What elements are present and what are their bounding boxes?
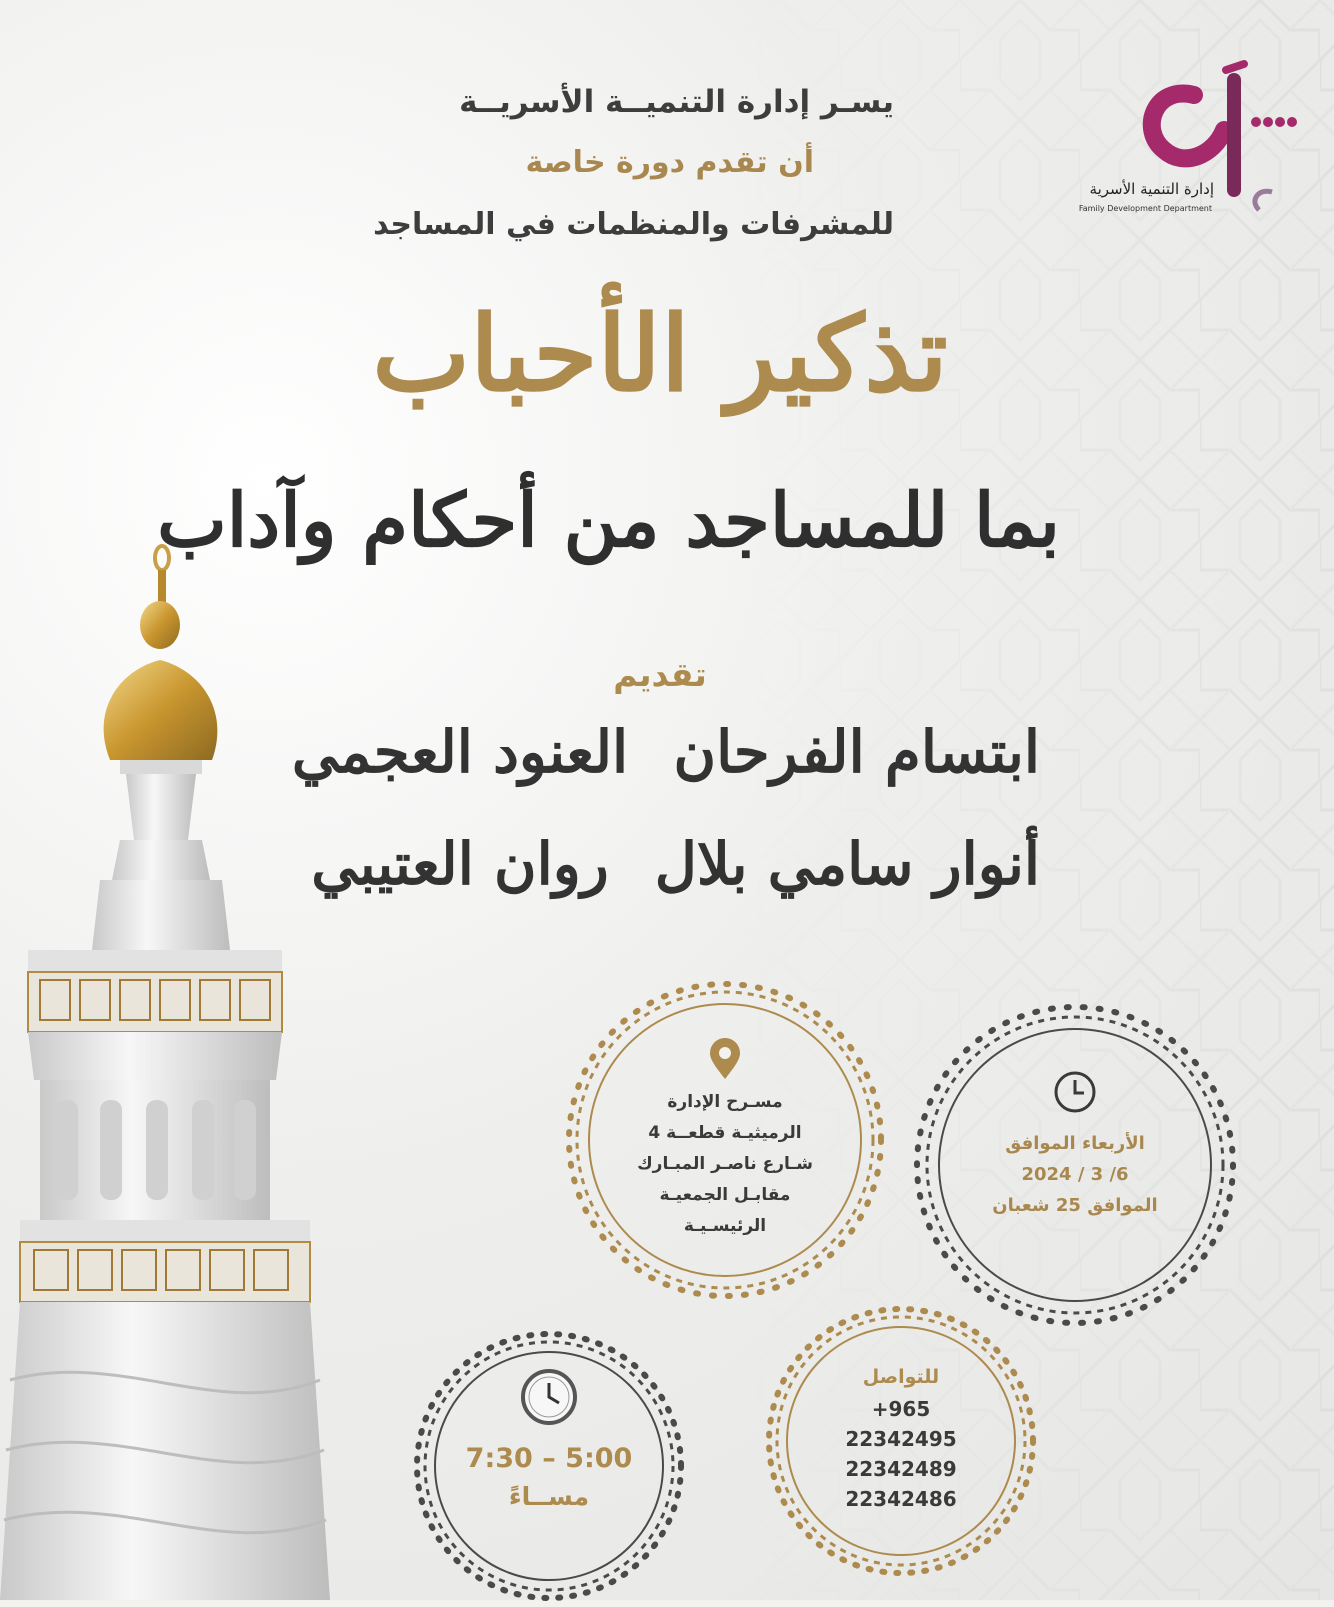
phone-number: 22342495 <box>845 1427 957 1451</box>
time-badge <box>408 1325 690 1607</box>
course-subtitle: بما للمساجد من أحكام وآداب <box>157 478 1060 564</box>
date-gregorian: 6/ 3 / 2024 <box>1021 1164 1129 1185</box>
presenter-name: أنوار سامي بلال <box>654 830 1040 898</box>
presented-by-label: تقديم <box>613 655 707 694</box>
phone-number: 22342486 <box>845 1487 957 1511</box>
logo-subtitle-english: Family Development Department <box>1078 204 1212 213</box>
time-range: 5:00 – 7:30 <box>465 1443 633 1474</box>
phone-number: 22342489 <box>845 1457 957 1481</box>
date-day: الأربعاء الموافق <box>1005 1133 1145 1154</box>
family-development-logo <box>1044 60 1304 240</box>
venue-line: مسـرح الإدارة <box>667 1092 783 1112</box>
minaret-illustration <box>0 520 360 1600</box>
logo-subtitle-arabic: إدارة التنمية الأسرية <box>1089 180 1214 198</box>
intro-line-1: يسـر إدارة التنميــة الأسريــة <box>459 84 894 120</box>
venue-line: مقابـل الجمعيـة <box>659 1185 791 1205</box>
intro-line-2: أن تقدم دورة خاصة <box>525 145 814 180</box>
date-hijri: الموافق 25 شعبان <box>992 1195 1158 1216</box>
time-period: مســاءً <box>508 1482 590 1511</box>
wall-clock-icon <box>519 1367 579 1431</box>
venue-line: شـارع ناصـر المبـارك <box>637 1154 813 1174</box>
presenter-name: ابتسام الفرحان <box>673 718 1040 786</box>
venue-badge <box>565 975 885 1305</box>
venue-line: الرئيسـيـة <box>683 1216 767 1236</box>
clock-icon <box>1053 1070 1097 1118</box>
presenter-name: روان العتيبي <box>311 830 609 898</box>
location-pin-icon <box>708 1037 742 1085</box>
country-code: +965 <box>871 1397 931 1421</box>
contact-badge <box>760 1300 1042 1582</box>
date-badge <box>910 1000 1240 1330</box>
intro-line-3: للمشرفات والمنظمات في المساجد <box>373 207 894 242</box>
venue-line: الرميثيـة قطعــة 4 <box>648 1123 802 1143</box>
presenter-name: العنود العجمي <box>291 718 629 786</box>
course-title: تذكير الأحباب <box>372 292 948 415</box>
contact-title: للتواصل <box>862 1366 940 1388</box>
